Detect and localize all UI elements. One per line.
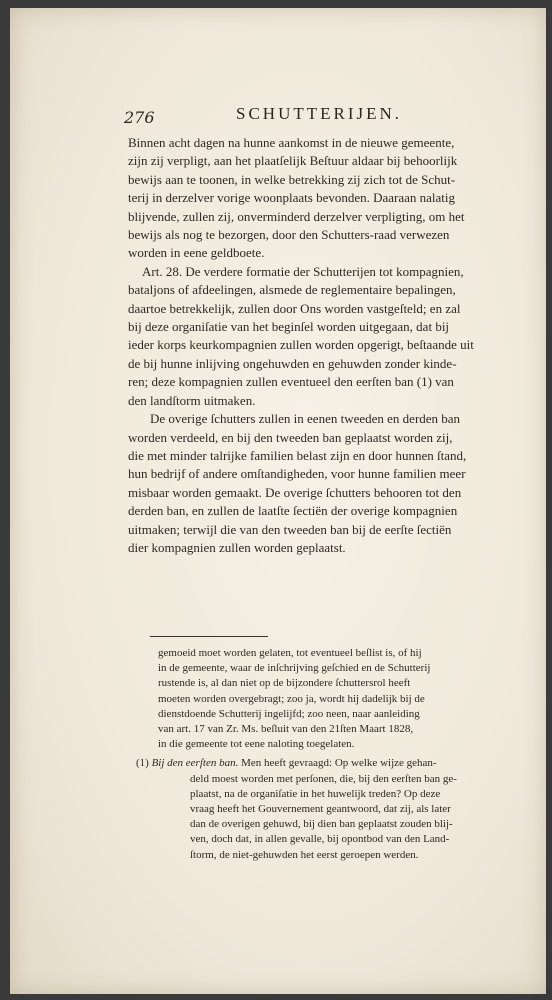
footnotes <box>136 646 502 867</box>
text-line-paragraph: De overige ſchutters zullen in eenen tweeden en derden ban <box>150 411 461 427</box>
footnote-line: vraag heeft het Gouvernement geantwoord, dat zij, als later <box>190 803 451 816</box>
footnote-marker: (1) <box>136 757 149 770</box>
footnote-line: rustende is, al dan niet op de bijzondere ſchuttersrol heeft <box>158 677 411 690</box>
footnote-line: in die gemeente tot eene naloting toegelaten. <box>158 738 355 751</box>
page-header <box>124 104 424 128</box>
running-title: SCHUTTERIJEN. <box>236 104 403 123</box>
text-line: uitmaken; terwijl die van den tweeden ban bij de eerſte ſectiën <box>128 521 452 537</box>
footnote-line: moeten worden overgebragt; zoo ja, wordt hij dadelijk bij de <box>158 692 425 705</box>
text-line: den landſtorm uitmaken. <box>128 392 256 408</box>
page-number: 276 <box>124 108 155 127</box>
book-page <box>10 8 546 994</box>
footnote-1 <box>136 756 502 862</box>
text-line: die met minder talrijke familien belast zijn en door hunnen ſtand, <box>128 447 467 463</box>
text-line: bewijs als nog te bezorgen, door den Schutters-raad verwezen <box>128 227 450 243</box>
text-line: ren; deze kompagnien zullen eventueel den eerſten ban (1) van <box>128 374 454 390</box>
text-line: dier kompagnien zullen worden geplaatst. <box>128 539 346 555</box>
footnote-line: ſtorm, de niet-gehuwden het eerst geroepen werden. <box>190 848 419 861</box>
text-line: zijn zij verpligt, aan het plaatſelijk Beſtuur aldaar bij behoorlijk <box>128 153 458 169</box>
footnote-continuation <box>158 646 502 752</box>
text-line: daartoe betrekkelijk, zullen door Ons worden vastgeſteld; en zal <box>128 300 461 316</box>
text-line: worden verdeeld, en bij den tweeden ban geplaatst worden zij, <box>128 429 453 445</box>
footnote-line: dienstdoende Schutterij ingelijfd; zoo neen, naar aanleiding <box>158 707 420 720</box>
footnote-line: gemoeid moet worden gelaten, tot eventueel beſlist is, of hij <box>158 647 422 659</box>
text-line: misbaar worden gemaakt. De overige ſchutters behooren tot den <box>128 484 462 500</box>
text-line: derden ban, en zullen de laatſte ſectiën der overige kompagnien <box>128 503 458 519</box>
text-line: blijvende, zullen zij, onverminderd derzelver verpligting, om het <box>128 208 465 224</box>
text-line: Binnen acht dagen na hunne aankomst in de nieuwe gemeente, <box>128 135 455 150</box>
footnote-line: dan de overigen gehuwd, bij dien ban geplaatst zouden blij- <box>190 818 453 831</box>
footnote-first-line <box>136 756 502 771</box>
text-line: ieder korps keurkompagnien zullen worden opgerigt, beſtaande uit <box>128 337 474 353</box>
footnote-heading: Bij den eerſten ban. <box>151 757 239 770</box>
footnote-line: ven, doch dat, in allen gevalle, bij opontbod van den Land- <box>190 833 450 846</box>
footnote-line: deld moest worden met perſonen, die, bij den eerſten ban ge- <box>190 772 457 785</box>
text-line: bewijs aan te toonen, in welke betrekking zij zich tot de Schut- <box>128 171 456 187</box>
text-line: hun bedrijf of andere omſtandigheden, voor hunne familien meer <box>128 466 466 482</box>
footnote-line: plaatst, na de organiſatie in het huwelijk treden? Op deze <box>190 787 441 800</box>
text-line: bataljons of afdeelingen, alsmede de reglementaire bepalingen, <box>128 282 456 298</box>
footnote-line: in de gemeente, waar de inſchrijving geſchied en de Schutterij <box>158 662 431 675</box>
footnote-line: Men heeft gevraagd: Op welke wijze gehan- <box>241 757 437 770</box>
text-line: de bij hunne inlijving ongehuwden en gehuwden zonder kinde- <box>128 355 457 371</box>
text-line: worden in eene geldboete. <box>128 245 265 261</box>
main-text <box>128 134 500 557</box>
text-line: terij in derzelver vorige woonplaats bevonden. Daaraan nalatig <box>128 190 456 206</box>
footnote-line: van art. 17 van Zr. Ms. beſluit van den 21ſten Maart 1828, <box>158 723 414 736</box>
footnote-divider <box>150 636 268 637</box>
text-line-article: Art. 28. De verdere formatie der Schutterijen tot kompagnien, <box>142 263 464 279</box>
text-line: bij deze organiſatie van het beginſel worden uitgegaan, dat bij <box>128 319 450 335</box>
